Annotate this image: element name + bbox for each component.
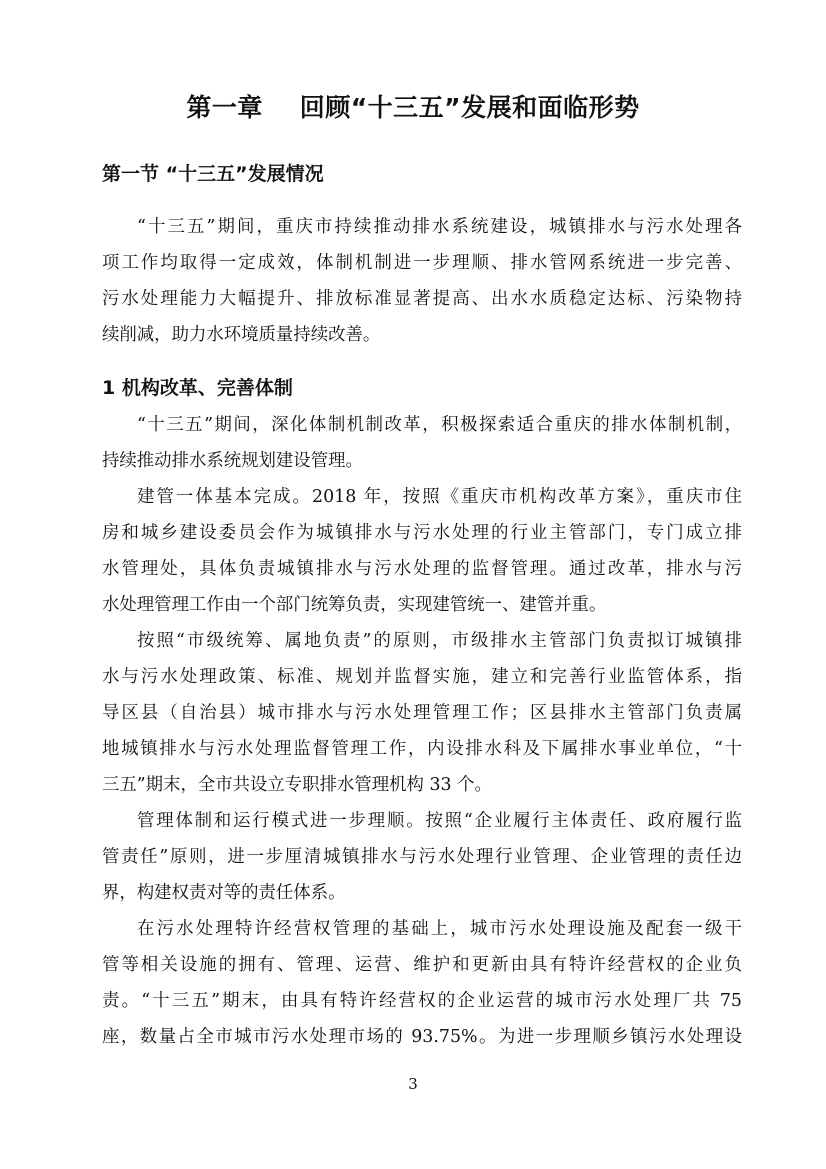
paragraph-line [137, 482, 742, 512]
paragraph-line: 管等相关设施的拥有、管理、运营、维护和更新由具有特许经营权的企业负 [102, 955, 742, 975]
paragraph-text: 2018 年，按照《重庆市机构改革方案》，重庆市住 [312, 487, 742, 507]
paragraph-line: 地城镇排水与污水处理监督管理工作，内设排水科及下属排水事业单位，“十 [102, 739, 742, 759]
paragraph-line: 管责任”原则，进一步厘清城镇排水与污水处理行业管理、企业管理的责任边 [102, 847, 742, 867]
paragraph-text: 按照“企业履行主体责任、政府履行监 [425, 811, 742, 831]
subsection-title: 1 机构改革、完善体制 [102, 377, 293, 399]
paragraph-line: 续削减，助力水环境质量持续改善。 [102, 325, 381, 345]
paragraph-line: 座，数量占全市城市污水处理市场的 93.75%。为进一步理顺乡镇污水处理设 [102, 1027, 742, 1047]
paragraph-line: 水与污水处理政策、标准、规划并监督实施，建立和完善行业监管体系，指 [102, 667, 742, 687]
paragraph-line: 按照“市级统筹、属地负责”的原则，市级排水主管部门负责拟订城镇排 [137, 631, 742, 651]
paragraph-line: 水管理处，具体负责城镇排水与污水处理的监督管理。通过改革，排水与污 [102, 559, 742, 579]
paragraph-line: 责。“十三五”期末，由具有特许经营权的企业运营的城市污水处理厂共 75 [102, 991, 742, 1011]
paragraph-lead: 管理体制和运行模式进一步理顺。 [137, 811, 426, 831]
page-number: 3 [408, 1075, 418, 1093]
paragraph-line: 项工作均取得一定成效，体制机制进一步理顺、排水管网系统进一步完善、 [102, 253, 742, 273]
paragraph-line: 三五”期末，全市共设立专职排水管理机构 33 个。 [102, 775, 492, 795]
paragraph-lead: 建管一体基本完成。 [137, 487, 313, 507]
paragraph-line: “十三五”期间，深化体制机制改革，积极探索适合重庆的排水体制机制， [137, 415, 742, 435]
paragraph-line: “十三五”期间，重庆市持续推动排水系统建设，城镇排水与污水处理各 [137, 217, 742, 237]
paragraph-line: 导区县（自治县）城市排水与污水处理管理工作；区县排水主管部门负责属 [102, 703, 742, 723]
section-title: 第一节 “十三五”发展情况 [102, 163, 324, 185]
paragraph-line: 界，构建权责对等的责任体系。 [102, 883, 346, 903]
paragraph-line: 水处理管理工作由一个部门统筹负责，实现建管统一、建管并重。 [102, 595, 607, 615]
paragraph-line [137, 806, 742, 836]
paragraph-line: 持续推动排水系统规划建设管理。 [102, 451, 363, 471]
paragraph-line: 房和城乡建设委员会作为城镇排水与污水处理的行业主管部门，专门成立排 [102, 523, 742, 543]
paragraph-line: 在污水处理特许经营权管理的基础上，城市污水处理设施及配套一级干 [137, 919, 742, 939]
paragraph-line: 污水处理能力大幅提升、排放标准显著提高、出水水质稳定达标、污染物持 [102, 289, 742, 309]
chapter-title: 第一章 回顾“十三五”发展和面临形势 [186, 93, 640, 122]
